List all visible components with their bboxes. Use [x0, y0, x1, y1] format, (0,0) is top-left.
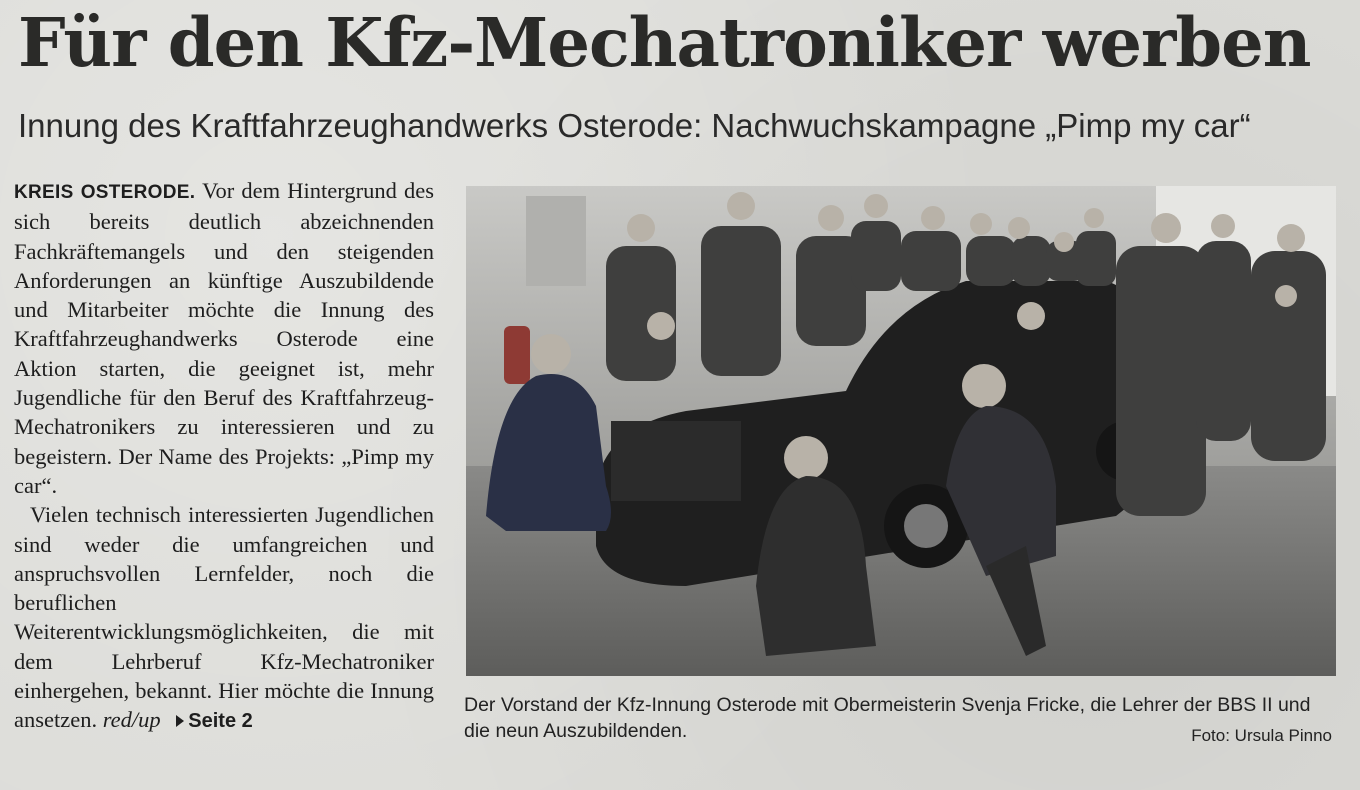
- photo-credit: Foto: Ursula Pinno: [1191, 726, 1332, 745]
- dateline: KREIS OSTERODE.: [14, 182, 196, 203]
- subheadline: Innung des Kraftfahrzeughandwerks Osterode: Nachwuchskampagne „Pimp my car“: [18, 107, 1251, 144]
- photo-caption: Der Vorstand der Kfz-Innung Osterode mit Obermeisterin Svenja Fricke, die Lehrer der BBS II und die neun Auszubildenden.: [464, 694, 1311, 742]
- arrow-right-icon: [176, 715, 184, 727]
- paragraph-2-text: Vielen technisch interessierten Jugendlichen sind weder die umfangreichen und anspruchsvollen Lernfelder, noch die beruflichen Weiterentwicklungsmöglichkeiten, die mit dem Lehrberuf Kfz-Mechatroniker einhergehen, bekannt. Hier möchte die Innung ansetzen.: [14, 502, 434, 733]
- paragraph-1: [14, 176, 434, 500]
- group-photo: [466, 186, 1336, 676]
- paragraph-2: [14, 500, 434, 736]
- group-photo-image: [466, 186, 1336, 676]
- article-body: [14, 176, 434, 737]
- paragraph-1-text: Vor dem Hintergrund des sich bereits deutlich abzeichnenden Fachkräftemangels und den steigenden Anforderungen an künftige Auszubildende und Mitarbeiter möchte die Innung des Kraftfahrzeughandwerks Osterode eine Aktion starten, die geeignet ist, mehr Jugendliche für den Beruf des Kraftfahrzeug-Mechatronikers zu interessieren und zu begeistern. Der Name des Projekts: „Pimp my car“.: [14, 178, 435, 498]
- headline: Für den Kfz-Mechatroniker werben: [18, 3, 1311, 82]
- author-signature: red/up: [102, 707, 161, 733]
- page-reference: Seite 2: [188, 710, 253, 733]
